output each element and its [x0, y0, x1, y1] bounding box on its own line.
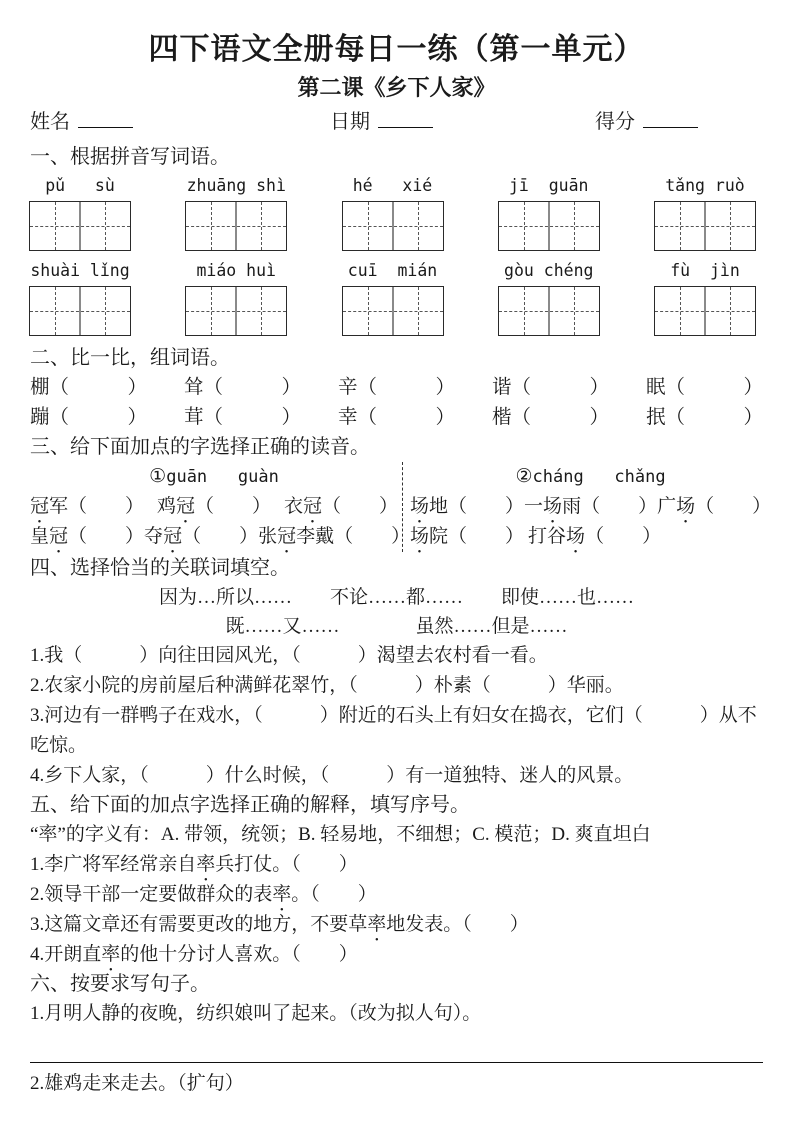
circled-number: ②	[515, 465, 533, 487]
pinyin-label: hé xié	[352, 176, 433, 195]
connective-words-line-1: 因为…所以…… 不论……都…… 即使……也……	[158, 587, 634, 608]
word-blank-item[interactable]: 谐（ ）	[491, 377, 609, 398]
section-6-heading: 六、按要求写句子。	[30, 973, 210, 995]
pinyin-label: cuī mián	[347, 261, 438, 280]
dotted-char: 率	[272, 884, 292, 905]
pinyin-label: fù jìn	[670, 261, 740, 280]
word-blank-item[interactable]: 耸（ ）	[183, 377, 301, 398]
pronunciation-right-column	[402, 462, 771, 552]
writing-grid[interactable]	[498, 286, 600, 336]
fill-blank-sentence[interactable]: 1.我（ ）向往田园风光，（ ）渴望去农村看一看。	[30, 645, 548, 666]
date-blank[interactable]	[378, 108, 433, 128]
dotted-char: 冠	[175, 496, 195, 517]
dotted-char: 场	[410, 496, 430, 517]
pinyin-column	[186, 259, 286, 336]
dotted-sentence[interactable]: 4.开朗直率的他十分讨人喜欢。（ ）	[30, 940, 763, 970]
compare-words-row-2	[30, 403, 763, 433]
dotted-char: 冠	[302, 496, 322, 517]
pinyin-label: jī guān	[509, 176, 589, 195]
pronunciation-row	[30, 522, 411, 552]
pinyin-options: guān guàn	[166, 467, 279, 487]
pinyin-column	[343, 259, 443, 336]
meta-row	[30, 108, 763, 137]
writing-grid[interactable]	[498, 201, 600, 251]
date-field	[330, 108, 595, 137]
pinyin-column	[186, 174, 286, 251]
word-blank-item[interactable]: 蹦（ ）	[30, 407, 148, 428]
dotted-char: 率	[196, 854, 216, 875]
section-2-heading: 二、比一比，组词语。	[30, 347, 230, 369]
word-blank-item[interactable]: 茸（ ）	[183, 407, 301, 428]
dotted-char: 场	[410, 526, 430, 547]
word-blank-item[interactable]: 眠（ ）	[645, 377, 763, 398]
writing-grid[interactable]	[342, 286, 444, 336]
dotted-word-item[interactable]: 鸡冠（ ）	[157, 492, 271, 522]
rewrite-sentence: 1.月明人静的夜晚，纺织娘叫了起来。（改为拟人句）。	[30, 1003, 482, 1024]
pinyin-column	[655, 174, 755, 251]
score-field	[595, 108, 763, 137]
dotted-char: 冠	[49, 526, 69, 547]
circled-number: ①	[149, 465, 167, 487]
pinyin-label: zhuāng shì	[186, 176, 286, 195]
dotted-char: 冠	[277, 526, 297, 547]
dotted-word-item[interactable]: 张冠李戴（ ）	[258, 522, 410, 552]
definitions-line: “率”的字义有：A. 带领，统领；B. 轻易地，不细想；C. 模范；D. 爽直坦白	[30, 824, 651, 845]
pinyin-label: pǔ sù	[45, 176, 115, 195]
compare-words-row-1	[30, 373, 763, 403]
pronunciation-row	[410, 492, 771, 522]
rewrite-sentence: 2.雄鸡走来走去。（扩句）	[30, 1073, 244, 1094]
name-field	[30, 108, 330, 137]
dotted-word-item[interactable]: 广场（ ）	[657, 492, 771, 522]
name-blank[interactable]	[78, 108, 133, 128]
pinyin-column	[655, 259, 755, 336]
word-blank-item[interactable]: 幸（ ）	[337, 407, 455, 428]
score-blank[interactable]	[643, 108, 698, 128]
pronunciation-columns	[30, 462, 772, 552]
score-label: 得分	[595, 111, 635, 133]
section-1-heading: 一、根据拼音写词语。	[30, 146, 230, 168]
word-blank-item[interactable]: 楷（ ）	[491, 407, 609, 428]
pinyin-label: gòu chéng	[504, 261, 594, 280]
dotted-sentence[interactable]: 2.领导干部一定要做群众的表率。（ ）	[30, 880, 763, 910]
dotted-char: 场	[676, 496, 696, 517]
pinyin-column	[499, 259, 599, 336]
section-4-heading: 四、选择恰当的关联词填空。	[30, 557, 290, 579]
lesson-subtitle: 第二课《乡下人家》	[297, 75, 496, 100]
fill-blank-sentence[interactable]: 4.乡下人家，（ ）什么时候，（ ）有一道独特、迷人的风景。	[30, 765, 634, 786]
dotted-word-item[interactable]: 衣冠（ ）	[284, 492, 398, 522]
word-blank-item[interactable]: 抿（ ）	[645, 407, 763, 428]
answer-line[interactable]	[30, 1029, 763, 1063]
writing-grid[interactable]	[29, 201, 131, 251]
writing-grid[interactable]	[342, 201, 444, 251]
fill-blank-sentence[interactable]: 2.农家小院的房前屋后种满鲜花翠竹，（ ）朴素（ ）华丽。	[30, 675, 624, 696]
fill-blank-sentence[interactable]: 3.河边有一群鸭子在戏水，（ ）附近的石头上有妇女在捣衣，它们（ ）从不吃惊。	[30, 705, 757, 756]
answer-line[interactable]	[30, 1099, 763, 1122]
date-label: 日期	[330, 111, 370, 133]
dotted-char: 冠	[30, 496, 50, 517]
pinyin-grid-row-1	[30, 174, 763, 251]
pronunciation-row	[410, 522, 771, 552]
pinyin-column	[343, 174, 443, 251]
dotted-word-item[interactable]: 场地（ ）	[410, 492, 524, 522]
word-blank-item[interactable]: 辛（ ）	[337, 377, 455, 398]
dotted-word-item[interactable]: 场院（ ）	[410, 522, 524, 552]
dotted-word-item[interactable]: 打谷场（ ）	[528, 522, 661, 552]
dotted-char: 冠	[163, 526, 183, 547]
left-column-header	[30, 462, 398, 492]
writing-grid[interactable]	[185, 201, 287, 251]
pinyin-column	[30, 259, 130, 336]
pinyin-column	[30, 174, 130, 251]
pronunciation-row	[30, 492, 398, 522]
writing-grid[interactable]	[29, 286, 131, 336]
dotted-char: 率	[101, 944, 121, 965]
section-3-heading: 三、给下面加点的字选择正确的读音。	[30, 436, 370, 458]
dotted-word-item[interactable]: 夺冠（ ）	[144, 522, 258, 552]
dotted-word-item[interactable]: 一场雨（ ）	[524, 492, 657, 522]
pinyin-label: miáo huì	[196, 261, 276, 280]
pinyin-options: cháng chǎng	[532, 467, 666, 487]
pronunciation-left-column	[30, 462, 411, 552]
right-column-header	[410, 462, 771, 492]
connective-words-line-2: 既……又…… 虽然……但是……	[225, 616, 568, 637]
writing-grid[interactable]	[185, 286, 287, 336]
dotted-sentence[interactable]: 3.这篇文章还有需要更改的地方，不要草率地发表。（ ）	[30, 910, 763, 940]
dotted-word-item[interactable]: 冠军（ ）	[30, 492, 144, 522]
pinyin-grid-row-2	[30, 259, 763, 336]
writing-grid[interactable]	[654, 201, 756, 251]
section-5-heading: 五、给下面的加点字选择正确的解释，填写序号。	[30, 794, 470, 816]
dotted-word-item[interactable]: 皇冠（ ）	[30, 522, 144, 552]
dotted-char: 场	[543, 496, 563, 517]
pinyin-label: tǎng ruò	[665, 176, 745, 195]
word-blank-item[interactable]: 棚（ ）	[30, 377, 148, 398]
worksheet-title: 四下语文全册每日一练（第一单元）	[148, 33, 645, 66]
name-label: 姓名	[30, 111, 70, 133]
pinyin-column	[499, 174, 599, 251]
pinyin-label: shuài lǐng	[30, 261, 130, 280]
dotted-char: 率	[367, 914, 387, 935]
writing-grid[interactable]	[654, 286, 756, 336]
dotted-sentence[interactable]: 1.李广将军经常亲自率兵打仗。（ ）	[30, 850, 763, 880]
dotted-char: 场	[566, 526, 586, 547]
